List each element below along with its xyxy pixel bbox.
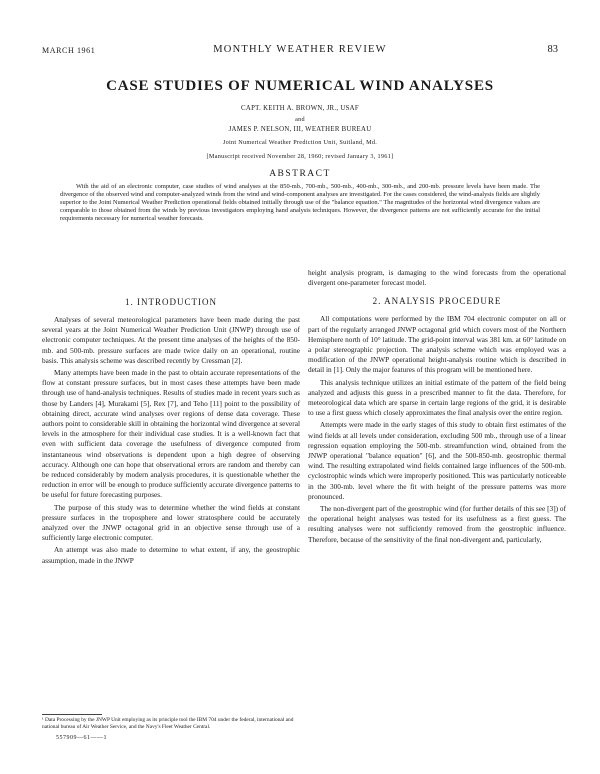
footnote: ¹ Data Processing by the JNWP Unit employing as its principle tool the IBM 704 under the federal, international and national bureau of Air Weather Service, and the Navy's Fleet Weather Central. xyxy=(42,717,294,730)
right-column xyxy=(308,268,566,547)
left-column xyxy=(42,297,300,568)
introduction-heading: 1. INTRODUCTION xyxy=(125,297,217,307)
author-conjunction: and xyxy=(295,116,305,123)
procedure-paragraph-1: All computations were performed by the IBM 704 electronic computer on all or part of the regularly arranged JNWP octagonal grid which covers most of the Northern Hemisphere north of 10° latitude. The grid-point interval was 381 km. at 60° latitude on a polar stereographic projection. The analysis scheme which was employed was a modification of the JNWP operational height-analysis routine which is described in detail in [1]. Only the major features of this program will be mentioned here. xyxy=(308,314,566,375)
article-title: CASE STUDIES OF NUMERICAL WIND ANALYSES xyxy=(106,78,494,94)
intro-paragraph-1: Analyses of several meteorological parameters have been made during the past several years at the Joint Numerical Weather Prediction Unit (JNWP) through use of electronic computer techniques. At the present time analyses of the heights of the 850-mb. and 500-mb. pressure surfaces are made twice daily on an operational, routine basis. This analysis scheme was described recently by Cressman [2]. xyxy=(42,315,300,365)
page-number: 83 xyxy=(547,44,558,55)
affiliation: Joint Numerical Weather Prediction Unit, Suitland, Md. xyxy=(222,139,378,146)
print-code: 557909—61——1 xyxy=(56,735,107,741)
intro-paragraph-4: An attempt was also made to determine to what extent, if any, the geostrophic assumption, made in the JNWP xyxy=(42,545,300,565)
journal-name: MONTHLY WEATHER REVIEW xyxy=(213,44,387,55)
continued-paragraph: height analysis program, is damaging to the wind forecasts from the operational divergent one-parameter forecast model. xyxy=(308,268,566,288)
author-2: JAMES P. NELSON, III, WEATHER BUREAU xyxy=(228,126,372,133)
intro-paragraph-3: The purpose of this study was to determine whether the wind fields at constant pressure surfaces in the troposphere and lower stratosphere could be accurately analyzed over the JNWP octagonal grid in an objective sense through use of a sufficiently large electronic computer. xyxy=(42,502,300,543)
received-note: [Manuscript received November 28, 1960; revised January 3, 1961] xyxy=(206,153,394,160)
footnote-rule xyxy=(42,714,102,715)
abstract-text: With the aid of an electronic computer, case studies of wind analyses at the 850-mb., 700-mb., 500-mb., 400-mb., 300-mb., and 200-mb. pressure levels have been made. The divergence of the observed wind and computer-analyzed winds from the wind and wind-component analyses are investigated. For the cases considered, the wind-analysis fields are slightly superior to the Joint Numerical Weather Prediction operational fields obtained initially through use of the "balance equation." The magnitudes of the horizontal wind divergence values are comparable to those obtained from the winds by previous investigators employing hand analysis techniques. However, the divergence patterns are not sufficiently accurate for the initial requirements necessary for numerical weather forecasts. xyxy=(60,183,540,223)
procedure-paragraph-2: This analysis technique utilizes an initial estimate of the pattern of the field being analyzed and adjusts this guess in a prescribed manner to fit the data. Therefore, for meteorological data which are sparse in certain large regions of the grid, it is desirable to use a first guess which closely approximates the final analysis over the entire region. xyxy=(308,377,566,418)
issue-date: MARCH 1961 xyxy=(42,46,96,55)
abstract-heading: ABSTRACT xyxy=(269,169,331,179)
author-1: CAPT. KEITH A. BROWN, JR., USAF xyxy=(241,105,359,112)
procedure-paragraph-3: Attempts were made in the early stages of this study to obtain first estimates of the wind fields at all levels under consideration, excluding 500 mb., through use of a linear regression equation employing the 500-mb. streamfunction wind, obtained from the JNWP operational "balance equation" [6], and the 500-850-mb. geostrophic thermal wind. The resulting extrapolated wind fields contained large influences of the 500-mb. cyclostrophic winds which were improperly positioned. This was particularly noticeable in the 300-mb. level where the fit with height of the pressure patterns was more pronounced. xyxy=(308,420,566,501)
intro-paragraph-2: Many attempts have been made in the past to obtain accurate representations of the flow at constant pressure surfaces, but in most cases these attempts have been made through use of hand-analysis techniques. Results of studies made in recent years such as those by Landers [4], Murakami [5], Rex [7], and Teho [11] point to the possibility of obtaining direct, accurate wind analyses over regions of dense data coverage. These authors point to considerable skill in obtaining the horizontal wind divergence at several levels in the atmosphere for their individual case studies. It is a well-known fact that even with sufficient data coverage the usefulness of divergence computed from instantaneous wind observations is dependent upon a high degree of observing accuracy. Although one can hope that observational errors are random and thereby can be reduced considerably by modern analysis procedures, it is questionable whether the reduction in error will be enough to produce sufficiently accurate divergence patterns to be useful for future forecasting purposes. xyxy=(42,368,300,500)
procedure-paragraph-4: The non-divergent part of the geostrophic wind (for further details of this see [3]) of the operational height analyses was tested for its usefulness as a first guess. The resulting analyses were not sufficiently removed from the geostrophic influence. Therefore, because of the sensitivity of the final non-divergent and, particularly, xyxy=(308,504,566,544)
analysis-procedure-heading: 2. ANALYSIS PROCEDURE xyxy=(372,296,502,307)
